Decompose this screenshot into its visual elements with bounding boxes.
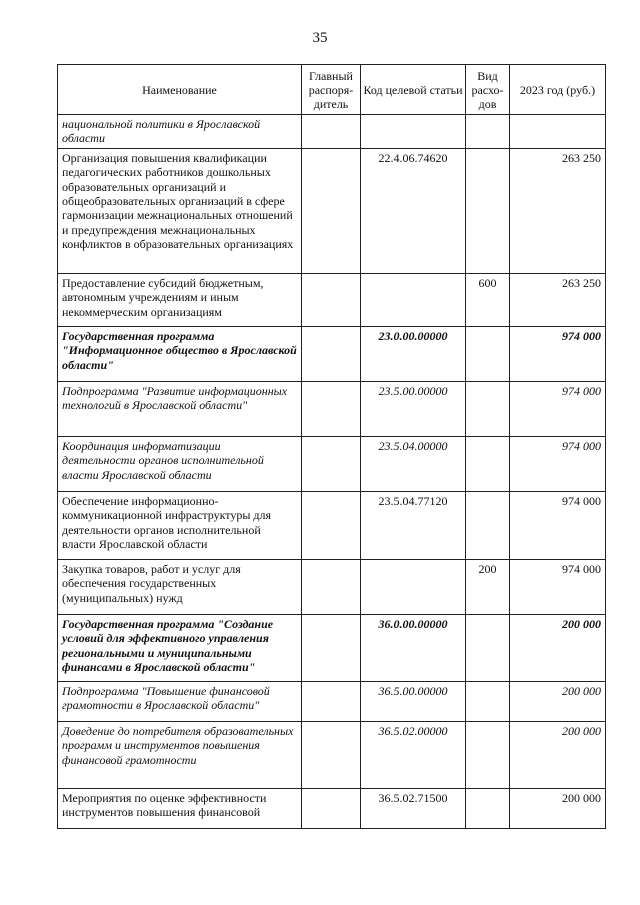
row-amount-cell: 200 000 — [510, 614, 606, 681]
row-target-code-cell: 23.5.00.00000 — [361, 381, 466, 436]
row-target-code-cell: 36.5.02.00000 — [361, 721, 466, 788]
row-target-code-cell — [361, 115, 466, 149]
row-amount-cell — [510, 115, 606, 149]
table-header-row — [58, 65, 606, 115]
row-expense-type-cell — [466, 788, 510, 828]
table-row — [58, 788, 606, 828]
table-row — [58, 148, 606, 273]
row-expense-type-cell — [466, 381, 510, 436]
row-target-code-cell: 36.5.02.71500 — [361, 788, 466, 828]
row-name-cell: Государственная программа "Информационное общество в Ярославской области" — [58, 326, 302, 381]
row-main-manager-cell — [302, 721, 361, 788]
row-main-manager-cell — [302, 681, 361, 721]
header-amount: 2023 год (руб.) — [510, 65, 606, 115]
row-target-code-cell — [361, 273, 466, 326]
header-name: Наименование — [58, 65, 302, 115]
table-row — [58, 436, 606, 491]
page-number: 35 — [312, 30, 328, 46]
row-name-cell: национальной политики в Ярославской области — [58, 115, 302, 149]
row-amount-cell: 974 000 — [510, 559, 606, 614]
row-main-manager-cell — [302, 491, 361, 559]
row-target-code-cell: 23.5.04.00000 — [361, 436, 466, 491]
row-name-cell: Закупка товаров, работ и услуг для обеспечения государственных (муниципальных) нужд — [58, 559, 302, 614]
row-target-code-cell — [361, 559, 466, 614]
row-target-code-cell: 22.4.06.74620 — [361, 148, 466, 273]
row-main-manager-cell — [302, 381, 361, 436]
table-row — [58, 115, 606, 149]
table-row — [58, 721, 606, 788]
table-row — [58, 326, 606, 381]
row-expense-type-cell — [466, 681, 510, 721]
row-amount-cell: 200 000 — [510, 681, 606, 721]
row-expense-type-cell — [466, 326, 510, 381]
row-target-code-cell: 23.0.00.00000 — [361, 326, 466, 381]
row-name-cell: Доведение до потребителя образовательных программ и инструментов повышения финансовой грамотности — [58, 721, 302, 788]
row-name-cell: Организация повышения квалификации педагогических работников дошкольных образовательных организаций и общеобразовательных организаций в сфере гармонизации межнациональных отношений и предупреждения межнациональных конфликтов в образовательных организациях — [58, 148, 302, 273]
header-target-code: Код целевой статьи — [361, 65, 466, 115]
row-expense-type-cell — [466, 721, 510, 788]
row-target-code-cell: 23.5.04.77120 — [361, 491, 466, 559]
row-expense-type-cell — [466, 614, 510, 681]
row-name-cell: Подпрограмма "Развитие информационных технологий в Ярославской области" — [58, 381, 302, 436]
row-expense-type-cell — [466, 115, 510, 149]
row-amount-cell: 974 000 — [510, 326, 606, 381]
row-main-manager-cell — [302, 614, 361, 681]
row-amount-cell: 200 000 — [510, 721, 606, 788]
table-row — [58, 614, 606, 681]
row-main-manager-cell — [302, 788, 361, 828]
row-expense-type-cell: 200 — [466, 559, 510, 614]
table-row — [58, 681, 606, 721]
row-amount-cell: 200 000 — [510, 788, 606, 828]
row-main-manager-cell — [302, 273, 361, 326]
row-target-code-cell: 36.0.00.00000 — [361, 614, 466, 681]
table-row — [58, 273, 606, 326]
row-expense-type-cell — [466, 436, 510, 491]
row-main-manager-cell — [302, 148, 361, 273]
row-name-cell: Подпрограмма "Повышение финансовой грамотности в Ярославской области" — [58, 681, 302, 721]
row-target-code-cell: 36.5.00.00000 — [361, 681, 466, 721]
row-expense-type-cell: 600 — [466, 273, 510, 326]
row-main-manager-cell — [302, 436, 361, 491]
row-main-manager-cell — [302, 326, 361, 381]
row-name-cell: Государственная программа "Создание условий для эффективного управления региональными и муниципальными финансами в Ярославской области" — [58, 614, 302, 681]
row-expense-type-cell — [466, 148, 510, 273]
row-amount-cell: 974 000 — [510, 491, 606, 559]
row-name-cell: Обеспечение информационно-коммуникационной инфраструктуры для деятельности органов исполнительной власти Ярославской области — [58, 491, 302, 559]
table-row — [58, 559, 606, 614]
header-main-manager: Главный распоря-дитель — [302, 65, 361, 115]
row-amount-cell: 263 250 — [510, 273, 606, 326]
table-row — [58, 381, 606, 436]
row-name-cell: Координация информатизации деятельности органов исполнительной власти Ярославской области — [58, 436, 302, 491]
row-amount-cell: 263 250 — [510, 148, 606, 273]
row-name-cell: Мероприятия по оценке эффективности инструментов повышения финансовой — [58, 788, 302, 828]
row-name-cell: Предоставление субсидий бюджетным, автономным учреждениям и иным некоммерческим организациям — [58, 273, 302, 326]
row-main-manager-cell — [302, 115, 361, 149]
row-main-manager-cell — [302, 559, 361, 614]
table-body — [58, 115, 606, 829]
row-amount-cell: 974 000 — [510, 381, 606, 436]
row-amount-cell: 974 000 — [510, 436, 606, 491]
budget-table — [57, 64, 606, 829]
table-row — [58, 491, 606, 559]
header-expense-type: Вид расхо-дов — [466, 65, 510, 115]
row-expense-type-cell — [466, 491, 510, 559]
